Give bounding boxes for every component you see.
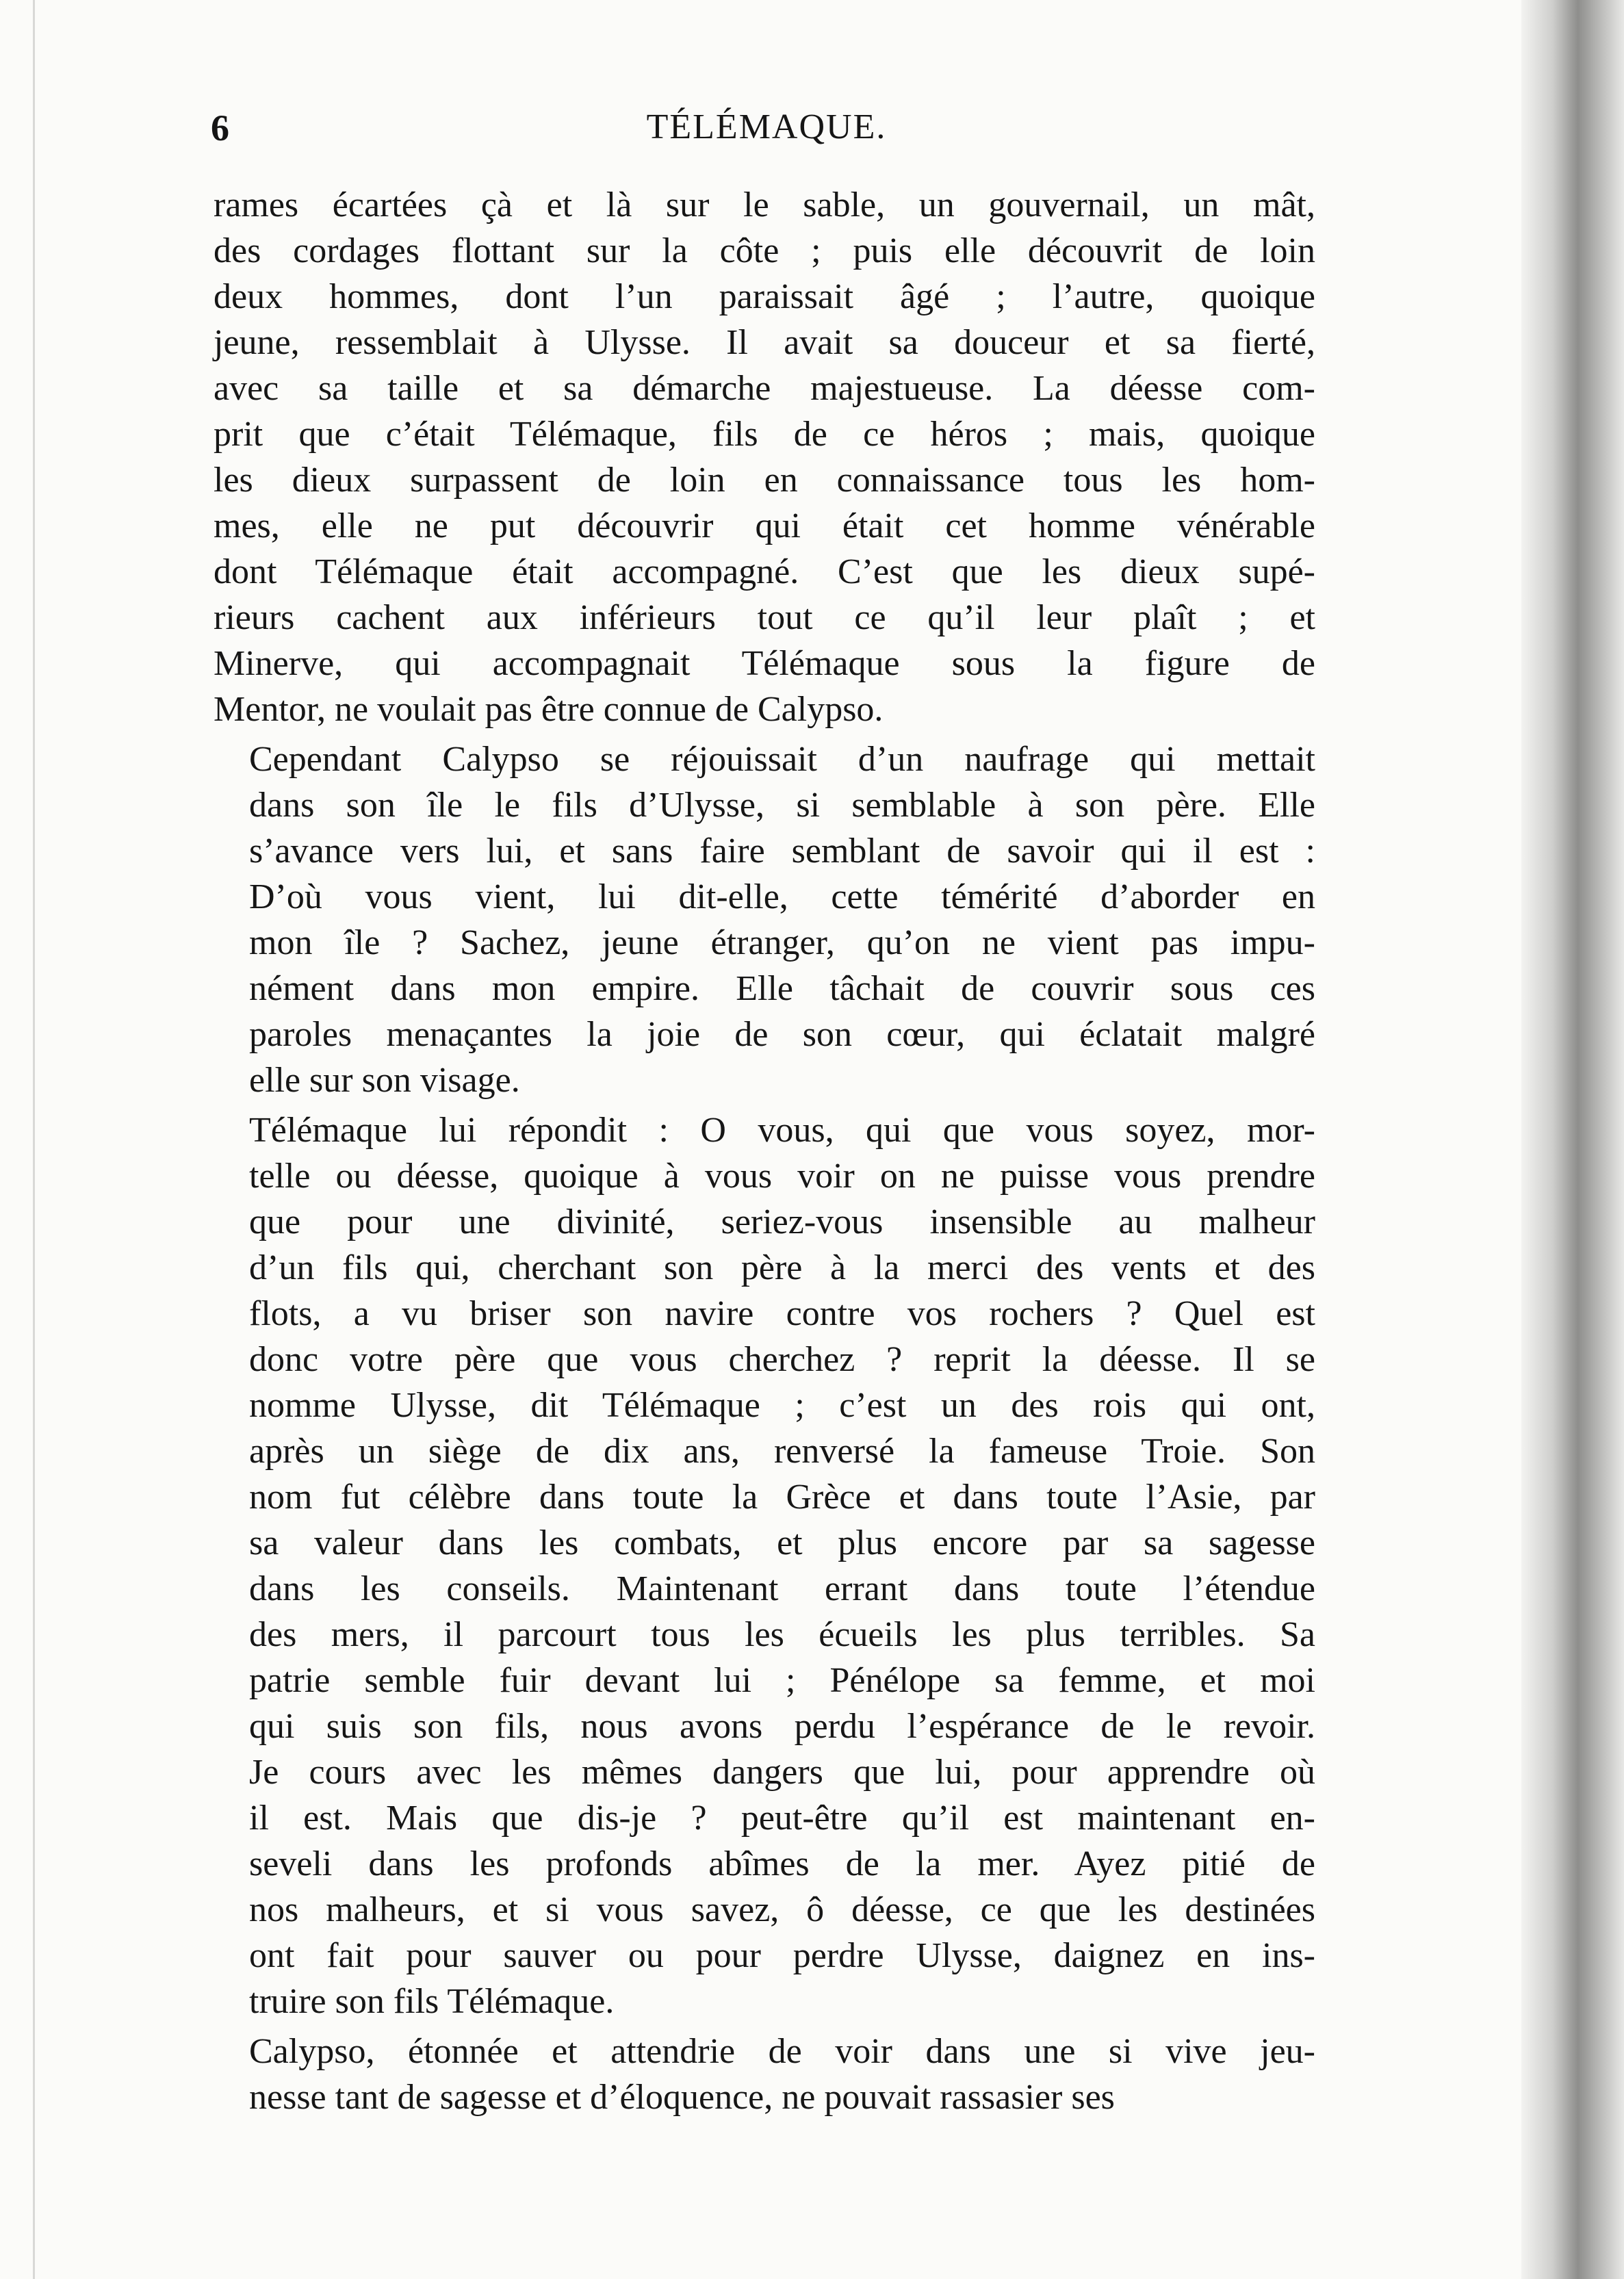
text-line: Calypso, étonnée et attendrie de voir dans une si vive jeu- (249, 2032, 1315, 2071)
text-line: Mentor, ne voulait pas être connue de Calypso. (214, 690, 884, 729)
page-number: 6 (211, 107, 229, 149)
running-title: TÉLÉMAQUE. (646, 107, 887, 146)
text-line: jeune, ressemblait à Ulysse. Il avait sa douceur et sa fierté, (214, 323, 1315, 362)
text-line: nos malheurs, et si vous savez, ô déesse, ce que les destinées (249, 1890, 1315, 1929)
text-line: après un siège de dix ans, renversé la fameuse Troie. Son (249, 1432, 1315, 1471)
text-line: sa valeur dans les combats, et plus encore par sa sagesse (249, 1523, 1315, 1562)
text-line: nesse tant de sagesse et d’éloquence, ne pouvait rassasier ses (249, 2078, 1115, 2117)
text-line: flots, a vu briser son navire contre vos rochers ? Quel est (249, 1294, 1315, 1333)
text-line: paroles menaçantes la joie de son cœur, qui éclatait malgré (249, 1015, 1315, 1054)
text-line: mon île ? Sachez, jeune étranger, qu’on ne vient pas impu- (249, 923, 1315, 962)
text-line: dans son île le fils d’Ulysse, si semblable à son père. Elle (249, 786, 1315, 825)
page-header (205, 103, 1328, 157)
paragraph (214, 736, 1315, 1103)
text-line: donc votre père que vous cherchez ? reprit la déesse. Il se (249, 1340, 1315, 1379)
text-line: s’avance vers lui, et sans faire semblant de savoir qui il est : (249, 832, 1315, 871)
text-line: nom fut célèbre dans toute la Grèce et dans toute l’Asie, par (249, 1478, 1315, 1517)
text-line: dans les conseils. Maintenant errant dans toute l’étendue (249, 1569, 1315, 1608)
text-line: rames écartées çà et là sur le sable, un gouvernail, un mât, (214, 185, 1315, 224)
text-line: D’où vous vient, lui dit-elle, cette témérité d’aborder en (249, 877, 1315, 916)
paragraph (214, 182, 1315, 732)
text-line: telle ou déesse, quoique à vous voir on ne puisse vous prendre (249, 1157, 1315, 1196)
text-line: elle sur son visage. (249, 1061, 520, 1100)
text-line: Minerve, qui accompagnait Télémaque sous la figure de (214, 644, 1315, 683)
scanner-gutter (1521, 0, 1624, 2279)
text-line: il est. Mais que dis-je ? peut-être qu’il est maintenant en- (249, 1799, 1315, 1838)
text-line: des cordages flottant sur la côte ; puis elle découvrit de loin (214, 231, 1315, 270)
text-line: prit que c’était Télémaque, fils de ce héros ; mais, quoique (214, 415, 1315, 454)
text-line: nément dans mon empire. Elle tâchait de couvrir sous ces (249, 969, 1315, 1008)
text-line: mes, elle ne put découvrir qui était cet homme vénérable (214, 506, 1315, 545)
text-line: rieurs cachent aux inférieurs tout ce qu’il leur plaît ; et (214, 598, 1315, 637)
text-line: d’un fils qui, cherchant son père à la merci des vents et des (249, 1248, 1315, 1287)
text-line: qui suis son fils, nous avons perdu l’espérance de le revoir. (249, 1707, 1315, 1746)
text-line: patrie semble fuir devant lui ; Pénélope sa femme, et moi (249, 1661, 1315, 1700)
page-left-edge (33, 0, 35, 2279)
paragraph (214, 1107, 1315, 2024)
paragraph (214, 2029, 1315, 2120)
text-line: nomme Ulysse, dit Télémaque ; c’est un des rois qui ont, (249, 1386, 1315, 1425)
text-line: des mers, il parcourt tous les écueils les plus terribles. Sa (249, 1615, 1315, 1654)
text-line: dont Télémaque était accompagné. C’est que les dieux supé- (214, 552, 1315, 591)
body-text (214, 182, 1315, 2124)
text-line: les dieux surpassent de loin en connaissance tous les hom- (214, 461, 1315, 500)
text-line: Télémaque lui répondit : O vous, qui que vous soyez, mor- (249, 1111, 1315, 1150)
text-line: seveli dans les profonds abîmes de la mer. Ayez pitié de (249, 1844, 1315, 1883)
text-line: deux hommes, dont l’un paraissait âgé ; l’autre, quoique (214, 277, 1315, 316)
text-line: truire son fils Télémaque. (249, 1982, 615, 2021)
text-line: ont fait pour sauver ou pour perdre Ulysse, daignez en ins- (249, 1936, 1315, 1975)
text-line: Je cours avec les mêmes dangers que lui, pour apprendre où (249, 1753, 1315, 1792)
text-line: avec sa taille et sa démarche majestueuse. La déesse com- (214, 369, 1315, 408)
text-line: Cependant Calypso se réjouissait d’un naufrage qui mettait (249, 740, 1315, 779)
text-line: que pour une divinité, seriez-vous insensible au malheur (249, 1202, 1315, 1241)
